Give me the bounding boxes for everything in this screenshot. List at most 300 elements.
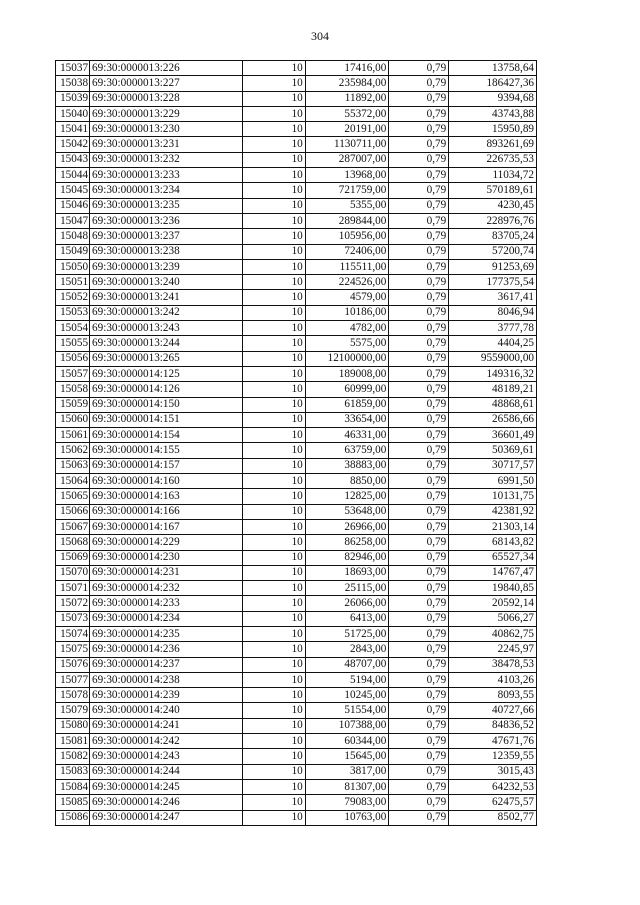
cadastral-number-cell: 69:30:0000013:265 xyxy=(90,351,243,366)
row-number-cell: 15072 xyxy=(56,596,90,611)
cadastral-number-cell: 69:30:0000013:240 xyxy=(90,275,243,290)
coefficient-cell: 0,79 xyxy=(389,137,449,152)
row-number-cell: 15059 xyxy=(56,397,90,412)
rate-cell: 10 xyxy=(242,152,305,167)
area-cell: 11892,00 xyxy=(305,91,389,106)
value-cell: 9559000,00 xyxy=(449,351,537,366)
cadastral-number-cell: 69:30:0000014:240 xyxy=(90,703,243,718)
rate-cell: 10 xyxy=(242,642,305,657)
cadastral-number-cell: 69:30:0000014:247 xyxy=(90,810,243,825)
value-cell: 177375,54 xyxy=(449,275,537,290)
table-row xyxy=(56,382,537,397)
area-cell: 289844,00 xyxy=(305,213,389,228)
area-cell: 1130711,00 xyxy=(305,137,389,152)
rate-cell: 10 xyxy=(242,382,305,397)
area-cell: 26966,00 xyxy=(305,519,389,534)
area-cell: 287007,00 xyxy=(305,152,389,167)
rate-cell: 10 xyxy=(242,351,305,366)
cadastral-number-cell: 69:30:0000013:239 xyxy=(90,259,243,274)
value-cell: 3617,41 xyxy=(449,290,537,305)
coefficient-cell: 0,79 xyxy=(389,504,449,519)
area-cell: 10245,00 xyxy=(305,688,389,703)
rate-cell: 10 xyxy=(242,183,305,198)
value-cell: 8093,55 xyxy=(449,688,537,703)
row-number-cell: 15054 xyxy=(56,321,90,336)
row-number-cell: 15083 xyxy=(56,764,90,779)
row-number-cell: 15069 xyxy=(56,550,90,565)
rate-cell: 10 xyxy=(242,581,305,596)
table-row xyxy=(56,428,537,443)
cadastral-number-cell: 69:30:0000014:243 xyxy=(90,749,243,764)
cadastral-number-cell: 69:30:0000013:226 xyxy=(90,61,243,76)
cadastral-number-cell: 69:30:0000014:242 xyxy=(90,734,243,749)
row-number-cell: 15060 xyxy=(56,412,90,427)
coefficient-cell: 0,79 xyxy=(389,275,449,290)
value-cell: 11034,72 xyxy=(449,168,537,183)
coefficient-cell: 0,79 xyxy=(389,718,449,733)
value-cell: 13758,64 xyxy=(449,61,537,76)
row-number-cell: 15057 xyxy=(56,366,90,381)
table-body xyxy=(56,61,537,826)
coefficient-cell: 0,79 xyxy=(389,259,449,274)
table-row xyxy=(56,305,537,320)
table-row xyxy=(56,749,537,764)
cadastral-number-cell: 69:30:0000014:234 xyxy=(90,611,243,626)
row-number-cell: 15065 xyxy=(56,489,90,504)
table-row xyxy=(56,259,537,274)
row-number-cell: 15046 xyxy=(56,198,90,213)
cadastral-number-cell: 69:30:0000014:229 xyxy=(90,535,243,550)
rate-cell: 10 xyxy=(242,76,305,91)
cadastral-number-cell: 69:30:0000014:150 xyxy=(90,397,243,412)
rate-cell: 10 xyxy=(242,275,305,290)
table-row xyxy=(56,764,537,779)
value-cell: 570189,61 xyxy=(449,183,537,198)
area-cell: 3817,00 xyxy=(305,764,389,779)
table-row xyxy=(56,76,537,91)
area-cell: 107388,00 xyxy=(305,718,389,733)
area-cell: 55372,00 xyxy=(305,106,389,121)
row-number-cell: 15056 xyxy=(56,351,90,366)
rate-cell: 10 xyxy=(242,474,305,489)
coefficient-cell: 0,79 xyxy=(389,657,449,672)
cadastral-number-cell: 69:30:0000014:160 xyxy=(90,474,243,489)
cadastral-number-cell: 69:30:0000013:234 xyxy=(90,183,243,198)
rate-cell: 10 xyxy=(242,397,305,412)
rate-cell: 10 xyxy=(242,198,305,213)
area-cell: 10763,00 xyxy=(305,810,389,825)
rate-cell: 10 xyxy=(242,321,305,336)
coefficient-cell: 0,79 xyxy=(389,749,449,764)
coefficient-cell: 0,79 xyxy=(389,244,449,259)
row-number-cell: 15049 xyxy=(56,244,90,259)
value-cell: 21303,14 xyxy=(449,519,537,534)
value-cell: 4404,25 xyxy=(449,336,537,351)
table-row xyxy=(56,290,537,305)
table-row xyxy=(56,581,537,596)
value-cell: 4230,45 xyxy=(449,198,537,213)
rate-cell: 10 xyxy=(242,168,305,183)
cadastral-number-cell: 69:30:0000014:241 xyxy=(90,718,243,733)
row-number-cell: 15063 xyxy=(56,458,90,473)
row-number-cell: 15079 xyxy=(56,703,90,718)
area-cell: 4782,00 xyxy=(305,321,389,336)
land-registry-table xyxy=(55,60,537,826)
row-number-cell: 15075 xyxy=(56,642,90,657)
row-number-cell: 15044 xyxy=(56,168,90,183)
table-row xyxy=(56,779,537,794)
coefficient-cell: 0,79 xyxy=(389,198,449,213)
row-number-cell: 15061 xyxy=(56,428,90,443)
rate-cell: 10 xyxy=(242,336,305,351)
table-row xyxy=(56,106,537,121)
table-row xyxy=(56,213,537,228)
coefficient-cell: 0,79 xyxy=(389,122,449,137)
cadastral-number-cell: 69:30:0000014:155 xyxy=(90,443,243,458)
coefficient-cell: 0,79 xyxy=(389,183,449,198)
table-row xyxy=(56,718,537,733)
area-cell: 721759,00 xyxy=(305,183,389,198)
area-cell: 235984,00 xyxy=(305,76,389,91)
area-cell: 60344,00 xyxy=(305,734,389,749)
rate-cell: 10 xyxy=(242,795,305,810)
coefficient-cell: 0,79 xyxy=(389,489,449,504)
rate-cell: 10 xyxy=(242,504,305,519)
value-cell: 9394,68 xyxy=(449,91,537,106)
area-cell: 63759,00 xyxy=(305,443,389,458)
cadastral-number-cell: 69:30:0000013:235 xyxy=(90,198,243,213)
value-cell: 62475,57 xyxy=(449,795,537,810)
table-row xyxy=(56,168,537,183)
value-cell: 43743,88 xyxy=(449,106,537,121)
row-number-cell: 15066 xyxy=(56,504,90,519)
coefficient-cell: 0,79 xyxy=(389,397,449,412)
area-cell: 5194,00 xyxy=(305,672,389,687)
rate-cell: 10 xyxy=(242,779,305,794)
cadastral-number-cell: 69:30:0000014:126 xyxy=(90,382,243,397)
table-row xyxy=(56,198,537,213)
table-row xyxy=(56,137,537,152)
coefficient-cell: 0,79 xyxy=(389,305,449,320)
value-cell: 30717,57 xyxy=(449,458,537,473)
row-number-cell: 15082 xyxy=(56,749,90,764)
area-cell: 86258,00 xyxy=(305,535,389,550)
value-cell: 36601,49 xyxy=(449,428,537,443)
table-row xyxy=(56,336,537,351)
coefficient-cell: 0,79 xyxy=(389,596,449,611)
coefficient-cell: 0,79 xyxy=(389,535,449,550)
area-cell: 4579,00 xyxy=(305,290,389,305)
area-cell: 79083,00 xyxy=(305,795,389,810)
cadastral-number-cell: 69:30:0000014:154 xyxy=(90,428,243,443)
area-cell: 60999,00 xyxy=(305,382,389,397)
coefficient-cell: 0,79 xyxy=(389,336,449,351)
row-number-cell: 15039 xyxy=(56,91,90,106)
row-number-cell: 15038 xyxy=(56,76,90,91)
row-number-cell: 15081 xyxy=(56,734,90,749)
coefficient-cell: 0,79 xyxy=(389,672,449,687)
rate-cell: 10 xyxy=(242,290,305,305)
cadastral-number-cell: 69:30:0000014:236 xyxy=(90,642,243,657)
value-cell: 65527,34 xyxy=(449,550,537,565)
coefficient-cell: 0,79 xyxy=(389,290,449,305)
coefficient-cell: 0,79 xyxy=(389,688,449,703)
rate-cell: 10 xyxy=(242,596,305,611)
rate-cell: 10 xyxy=(242,458,305,473)
table-row xyxy=(56,366,537,381)
row-number-cell: 15047 xyxy=(56,213,90,228)
coefficient-cell: 0,79 xyxy=(389,61,449,76)
area-cell: 51725,00 xyxy=(305,626,389,641)
coefficient-cell: 0,79 xyxy=(389,351,449,366)
table-row xyxy=(56,458,537,473)
table-row xyxy=(56,596,537,611)
value-cell: 10131,75 xyxy=(449,489,537,504)
table-row xyxy=(56,688,537,703)
rate-cell: 10 xyxy=(242,734,305,749)
row-number-cell: 15042 xyxy=(56,137,90,152)
value-cell: 12359,55 xyxy=(449,749,537,764)
value-cell: 6991,50 xyxy=(449,474,537,489)
table-row xyxy=(56,152,537,167)
rate-cell: 10 xyxy=(242,749,305,764)
value-cell: 19840,85 xyxy=(449,581,537,596)
value-cell: 149316,32 xyxy=(449,366,537,381)
table-row xyxy=(56,657,537,672)
table-row xyxy=(56,626,537,641)
row-number-cell: 15085 xyxy=(56,795,90,810)
table-row xyxy=(56,183,537,198)
value-cell: 83705,24 xyxy=(449,229,537,244)
cadastral-number-cell: 69:30:0000013:233 xyxy=(90,168,243,183)
area-cell: 61859,00 xyxy=(305,397,389,412)
cadastral-number-cell: 69:30:0000014:163 xyxy=(90,489,243,504)
cadastral-number-cell: 69:30:0000014:238 xyxy=(90,672,243,687)
row-number-cell: 15078 xyxy=(56,688,90,703)
row-number-cell: 15055 xyxy=(56,336,90,351)
rate-cell: 10 xyxy=(242,443,305,458)
row-number-cell: 15080 xyxy=(56,718,90,733)
rate-cell: 10 xyxy=(242,703,305,718)
area-cell: 46331,00 xyxy=(305,428,389,443)
row-number-cell: 15058 xyxy=(56,382,90,397)
page-number: 304 xyxy=(311,29,329,43)
coefficient-cell: 0,79 xyxy=(389,428,449,443)
coefficient-cell: 0,79 xyxy=(389,213,449,228)
cadastral-number-cell: 69:30:0000014:244 xyxy=(90,764,243,779)
table-row xyxy=(56,810,537,825)
rate-cell: 10 xyxy=(242,412,305,427)
table-row xyxy=(56,244,537,259)
cadastral-number-cell: 69:30:0000013:242 xyxy=(90,305,243,320)
value-cell: 57200,74 xyxy=(449,244,537,259)
cadastral-number-cell: 69:30:0000014:235 xyxy=(90,626,243,641)
rate-cell: 10 xyxy=(242,550,305,565)
table-row xyxy=(56,504,537,519)
row-number-cell: 15052 xyxy=(56,290,90,305)
cadastral-number-cell: 69:30:0000013:237 xyxy=(90,229,243,244)
cadastral-number-cell: 69:30:0000013:230 xyxy=(90,122,243,137)
coefficient-cell: 0,79 xyxy=(389,458,449,473)
coefficient-cell: 0,79 xyxy=(389,550,449,565)
coefficient-cell: 0,79 xyxy=(389,76,449,91)
cadastral-number-cell: 69:30:0000014:239 xyxy=(90,688,243,703)
table-row xyxy=(56,122,537,137)
coefficient-cell: 0,79 xyxy=(389,412,449,427)
rate-cell: 10 xyxy=(242,611,305,626)
rate-cell: 10 xyxy=(242,259,305,274)
table-row xyxy=(56,321,537,336)
row-number-cell: 15073 xyxy=(56,611,90,626)
coefficient-cell: 0,79 xyxy=(389,321,449,336)
area-cell: 25115,00 xyxy=(305,581,389,596)
table-row xyxy=(56,229,537,244)
coefficient-cell: 0,79 xyxy=(389,810,449,825)
value-cell: 893261,69 xyxy=(449,137,537,152)
area-cell: 115511,00 xyxy=(305,259,389,274)
coefficient-cell: 0,79 xyxy=(389,106,449,121)
area-cell: 5575,00 xyxy=(305,336,389,351)
area-cell: 5355,00 xyxy=(305,198,389,213)
value-cell: 20592,14 xyxy=(449,596,537,611)
row-number-cell: 15068 xyxy=(56,535,90,550)
coefficient-cell: 0,79 xyxy=(389,611,449,626)
table-row xyxy=(56,519,537,534)
coefficient-cell: 0,79 xyxy=(389,474,449,489)
row-number-cell: 15062 xyxy=(56,443,90,458)
cadastral-number-cell: 69:30:0000013:229 xyxy=(90,106,243,121)
area-cell: 26066,00 xyxy=(305,596,389,611)
value-cell: 40727,66 xyxy=(449,703,537,718)
table-row xyxy=(56,412,537,427)
cadastral-number-cell: 69:30:0000014:245 xyxy=(90,779,243,794)
area-cell: 81307,00 xyxy=(305,779,389,794)
rate-cell: 10 xyxy=(242,61,305,76)
coefficient-cell: 0,79 xyxy=(389,626,449,641)
area-cell: 224526,00 xyxy=(305,275,389,290)
area-cell: 72406,00 xyxy=(305,244,389,259)
value-cell: 5066,27 xyxy=(449,611,537,626)
value-cell: 91253,69 xyxy=(449,259,537,274)
cadastral-number-cell: 69:30:0000013:243 xyxy=(90,321,243,336)
value-cell: 186427,36 xyxy=(449,76,537,91)
row-number-cell: 15037 xyxy=(56,61,90,76)
area-cell: 8850,00 xyxy=(305,474,389,489)
table-row xyxy=(56,91,537,106)
rate-cell: 10 xyxy=(242,718,305,733)
row-number-cell: 15084 xyxy=(56,779,90,794)
rate-cell: 10 xyxy=(242,626,305,641)
area-cell: 20191,00 xyxy=(305,122,389,137)
area-cell: 48707,00 xyxy=(305,657,389,672)
rate-cell: 10 xyxy=(242,657,305,672)
cadastral-number-cell: 69:30:0000014:246 xyxy=(90,795,243,810)
table-row xyxy=(56,642,537,657)
value-cell: 15950,89 xyxy=(449,122,537,137)
area-cell: 105956,00 xyxy=(305,229,389,244)
value-cell: 14767,47 xyxy=(449,565,537,580)
row-number-cell: 15051 xyxy=(56,275,90,290)
cadastral-number-cell: 69:30:0000013:244 xyxy=(90,336,243,351)
row-number-cell: 15048 xyxy=(56,229,90,244)
value-cell: 40862,75 xyxy=(449,626,537,641)
area-cell: 12100000,00 xyxy=(305,351,389,366)
value-cell: 48868,61 xyxy=(449,397,537,412)
coefficient-cell: 0,79 xyxy=(389,703,449,718)
table-row xyxy=(56,611,537,626)
table-row xyxy=(56,275,537,290)
cadastral-number-cell: 69:30:0000014:125 xyxy=(90,366,243,381)
rate-cell: 10 xyxy=(242,122,305,137)
cadastral-number-cell: 69:30:0000013:227 xyxy=(90,76,243,91)
area-cell: 15645,00 xyxy=(305,749,389,764)
value-cell: 42381,92 xyxy=(449,504,537,519)
row-number-cell: 15076 xyxy=(56,657,90,672)
coefficient-cell: 0,79 xyxy=(389,443,449,458)
value-cell: 8046,94 xyxy=(449,305,537,320)
coefficient-cell: 0,79 xyxy=(389,581,449,596)
rate-cell: 10 xyxy=(242,244,305,259)
cadastral-number-cell: 69:30:0000013:231 xyxy=(90,137,243,152)
cadastral-number-cell: 69:30:0000014:151 xyxy=(90,412,243,427)
rate-cell: 10 xyxy=(242,137,305,152)
row-number-cell: 15053 xyxy=(56,305,90,320)
coefficient-cell: 0,79 xyxy=(389,565,449,580)
rate-cell: 10 xyxy=(242,489,305,504)
table-row xyxy=(56,672,537,687)
cadastral-number-cell: 69:30:0000014:231 xyxy=(90,565,243,580)
coefficient-cell: 0,79 xyxy=(389,168,449,183)
cadastral-number-cell: 69:30:0000014:233 xyxy=(90,596,243,611)
row-number-cell: 15070 xyxy=(56,565,90,580)
coefficient-cell: 0,79 xyxy=(389,795,449,810)
coefficient-cell: 0,79 xyxy=(389,152,449,167)
coefficient-cell: 0,79 xyxy=(389,779,449,794)
value-cell: 3777,78 xyxy=(449,321,537,336)
table-row xyxy=(56,734,537,749)
area-cell: 51554,00 xyxy=(305,703,389,718)
area-cell: 53648,00 xyxy=(305,504,389,519)
table-row xyxy=(56,565,537,580)
area-cell: 17416,00 xyxy=(305,61,389,76)
coefficient-cell: 0,79 xyxy=(389,734,449,749)
coefficient-cell: 0,79 xyxy=(389,366,449,381)
area-cell: 82946,00 xyxy=(305,550,389,565)
row-number-cell: 15074 xyxy=(56,626,90,641)
table-row xyxy=(56,61,537,76)
area-cell: 10186,00 xyxy=(305,305,389,320)
table-row xyxy=(56,703,537,718)
table-row xyxy=(56,535,537,550)
rate-cell: 10 xyxy=(242,305,305,320)
rate-cell: 10 xyxy=(242,106,305,121)
cadastral-number-cell: 69:30:0000013:228 xyxy=(90,91,243,106)
rate-cell: 10 xyxy=(242,229,305,244)
table-row xyxy=(56,550,537,565)
value-cell: 226735,53 xyxy=(449,152,537,167)
table-row xyxy=(56,397,537,412)
coefficient-cell: 0,79 xyxy=(389,642,449,657)
rate-cell: 10 xyxy=(242,810,305,825)
area-cell: 12825,00 xyxy=(305,489,389,504)
coefficient-cell: 0,79 xyxy=(389,91,449,106)
rate-cell: 10 xyxy=(242,764,305,779)
area-cell: 6413,00 xyxy=(305,611,389,626)
area-cell: 18693,00 xyxy=(305,565,389,580)
table-row xyxy=(56,351,537,366)
row-number-cell: 15043 xyxy=(56,152,90,167)
rate-cell: 10 xyxy=(242,213,305,228)
